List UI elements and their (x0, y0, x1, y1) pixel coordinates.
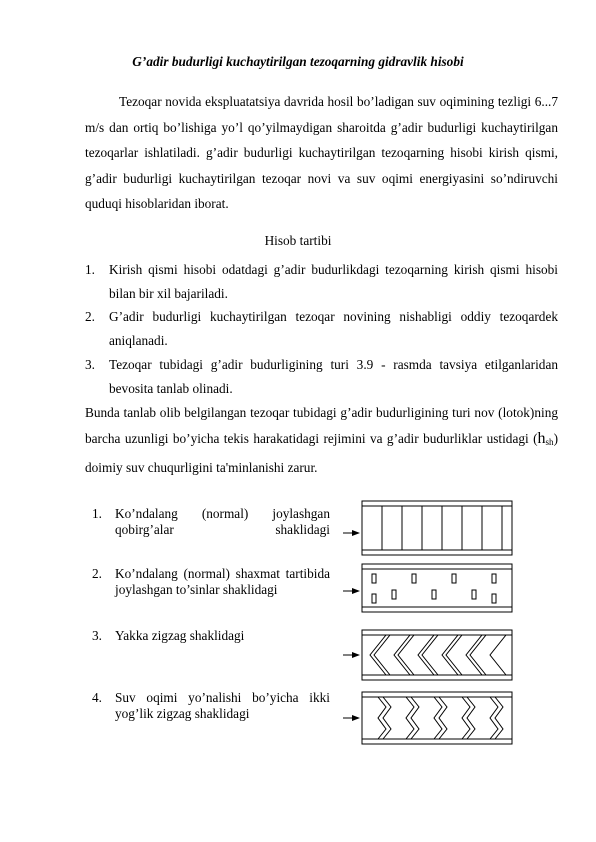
depth-symbol: h (537, 429, 546, 447)
step-text: G’adir budurligi kuchaytirilgan tezoqar novining nishabligi oddiy tezoqardek aniqlanadi. (109, 309, 558, 348)
flow-arrow-icon (352, 715, 360, 721)
closing-text-before: Bunda tanlab olib belgilangan tezoqar tubidagi g’adir budurligining turi nov (lotok)ning barcha uzunligi bo’yicha tekis harakatidagi rejimini va g’adir budurliklar ustidagi ( (85, 405, 558, 446)
normal-ribs-diagram (340, 495, 520, 559)
step-text: Kirish qismi hisobi odatdagi g’adir budurlikdagi tezoqarning kirish qismi hisobi bilan bir xil bajariladi. (109, 262, 558, 301)
figure-text: Ko’ndalang (normal) joylashgan qobirg’alar shaklidagi (115, 506, 330, 537)
closing-paragraph (85, 400, 558, 481)
intro-paragraph: Tezoqar novida ekspluatatsiya davrida hosil bo’ladigan suv oqimining tezligi 6...7 m/s dan ortiq bo’lishiga yo’l qo’yilmaydigan sharoitda g’adir budurligi kuchaytirilgan tezoqarlar ishlatiladi. g’adir budurligi kuchaytirilgan tezoqarning hisobi kirish qismi, g’adir budurligi kuchaytirilgan tezoqar novi va suv oqimi energiyasini so’ndiruvchi quduqi hisoblaridan iborat. (85, 94, 558, 211)
figure-number: 4. (92, 690, 102, 705)
figure-text: Ko’ndalang (normal) shaxmat tartibida joylashgan to’sinlar shaklidagi (115, 566, 330, 597)
flow-arrow-icon (352, 588, 360, 594)
figure-label (92, 566, 330, 598)
figure-text: Suv oqimi yo’nalishi bo’yicha ikki yog’lik zigzag shaklidagi (115, 690, 330, 721)
section-subheading: Hisob tartibi (264, 233, 332, 248)
flow-arrow-icon (352, 530, 360, 536)
figure-label (92, 628, 330, 644)
single-zigzag-diagram (340, 626, 520, 684)
step-text: Tezoqar tubidagi g’adir budurligining turi 3.9 - rasmda tavsiya etilganlaridan bevosita tanlab olinadi. (109, 357, 558, 396)
figure-text: Yakka zigzag shaklidagi (115, 628, 245, 643)
staggered-blocks-diagram (340, 560, 520, 616)
figure-number: 3. (92, 628, 102, 643)
figure-number: 1. (92, 506, 102, 521)
depth-subscript: sh (545, 436, 554, 447)
double-zigzag-diagram (340, 688, 520, 748)
figure-number: 2. (92, 566, 102, 581)
step-number: 2. (85, 309, 95, 324)
step-item (85, 305, 558, 353)
step-item (85, 353, 558, 401)
figure-label (92, 690, 330, 722)
step-number: 3. (85, 357, 95, 372)
page-title: G’adir budurligi kuchaytirilgan tezoqarning gidravlik hisobi (132, 54, 464, 69)
step-item (85, 258, 558, 306)
step-number: 1. (85, 262, 95, 277)
closing-text-after: ) doimiy suv chuqurligini ta'minlanishi zarur. (85, 430, 558, 475)
flow-arrow-icon (352, 652, 360, 658)
figure-label (92, 506, 330, 538)
